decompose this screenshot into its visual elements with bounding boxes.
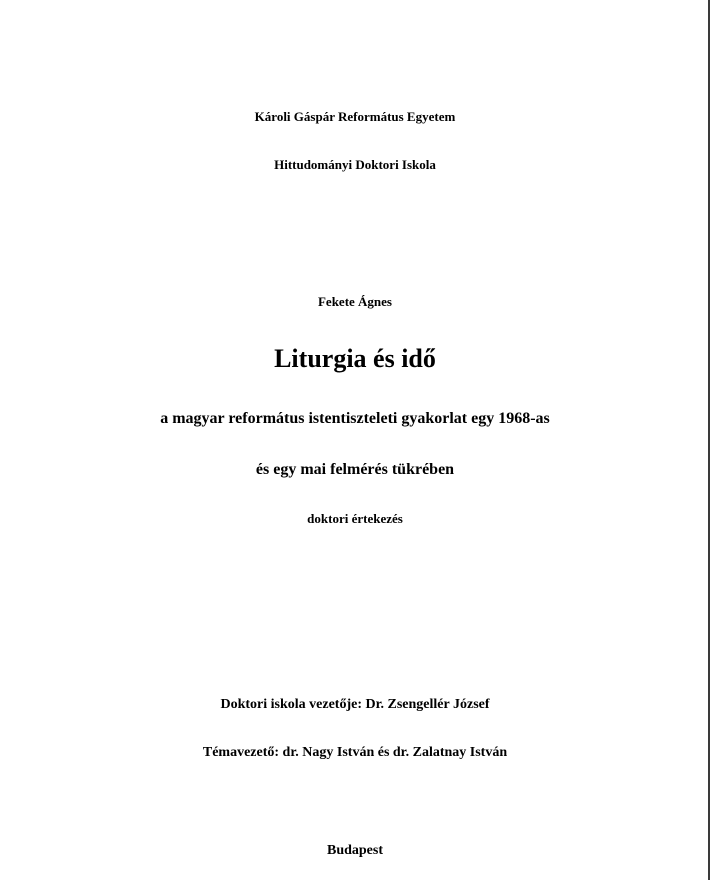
supervisors: Témavezető: dr. Nagy István és dr. Zalatnay István <box>202 745 508 760</box>
city: Budapest <box>326 843 384 858</box>
author-name: Fekete Ágnes <box>317 294 392 309</box>
school-head: Doktori iskola vezetője: Dr. Zsengellér József <box>220 697 490 712</box>
university-name: Károli Gáspár Református Egyetem <box>254 109 456 124</box>
document-type: doktori értekezés <box>307 511 403 526</box>
thesis-subtitle-line-1: a magyar református istentiszteleti gyakorlat egy 1968-as <box>160 410 550 427</box>
thesis-subtitle-line-2: és egy mai felmérés tükrében <box>255 461 455 478</box>
doctoral-school-name: Hittudományi Doktori Iskola <box>274 157 436 172</box>
thesis-title: Liturgia és idő <box>274 344 436 373</box>
